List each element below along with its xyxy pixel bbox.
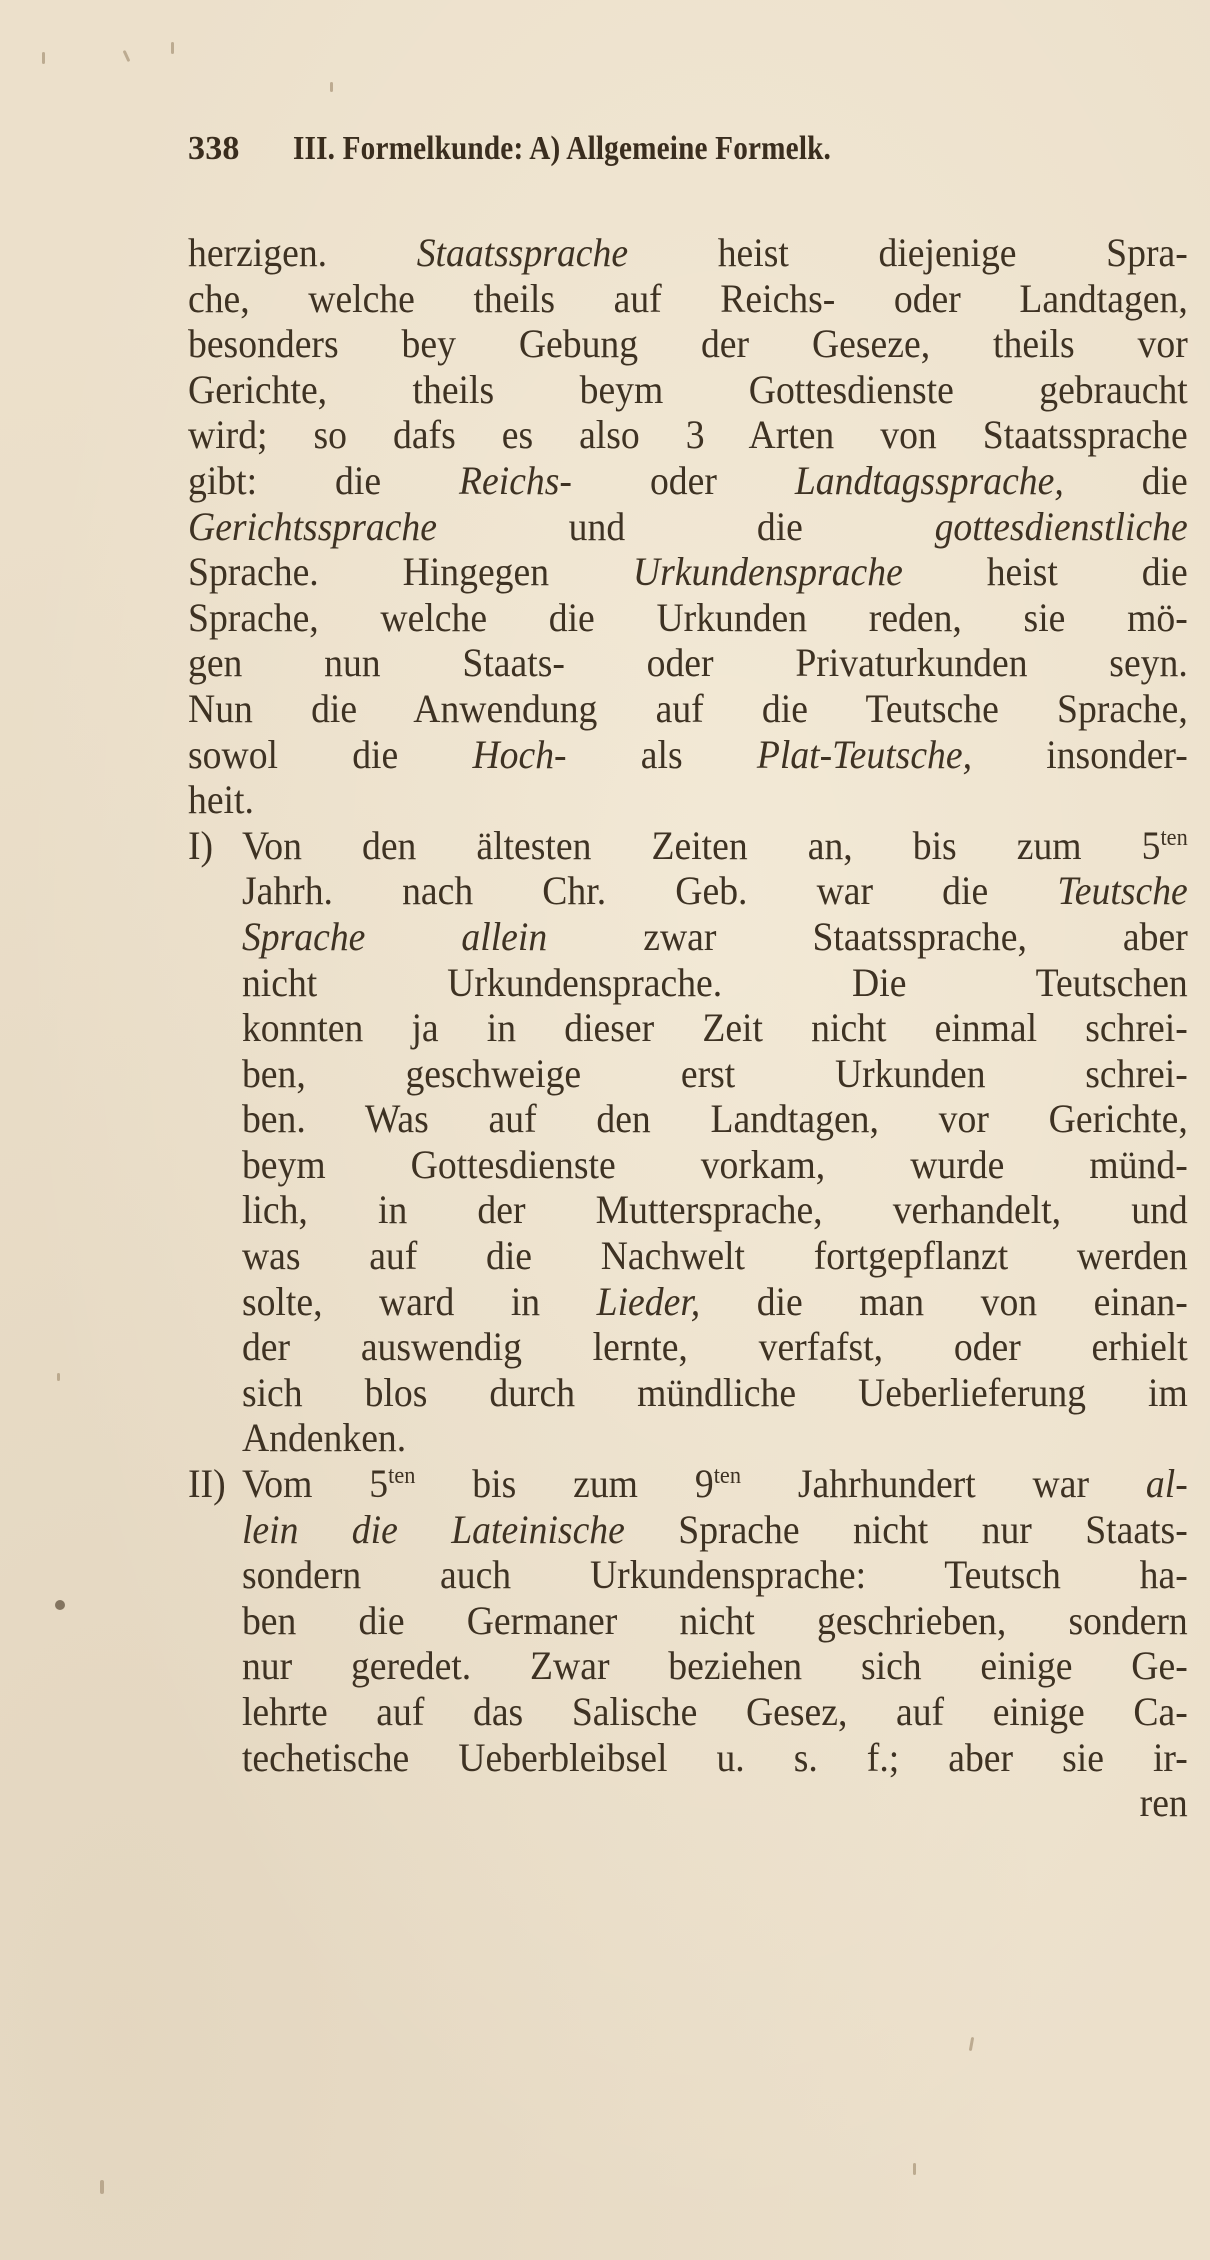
text-line <box>188 1507 1188 1553</box>
list-item-label: II) <box>188 1461 226 1507</box>
italic-term: Hoch- <box>472 731 567 777</box>
text-line <box>188 1370 1188 1416</box>
text-run: nicht Urkundensprache. Die Teutschen <box>241 959 1188 1005</box>
text-run: gibt: die <box>188 457 460 503</box>
text-run: insonder- <box>972 731 1188 777</box>
text-line <box>188 504 1188 550</box>
text-run: sich blos durch mündliche Ueberlieferung im <box>241 1369 1188 1415</box>
text-line <box>188 1187 1188 1233</box>
text-line <box>188 777 1188 823</box>
text-run: sondern auch Urkundensprache: Teutsch ha- <box>241 1552 1188 1598</box>
paper-speck <box>55 1600 65 1610</box>
text-run: lehrte auf das Salische Gesez, auf einige Ca- <box>241 1689 1188 1734</box>
italic-term: lein die Lateinische <box>241 1506 625 1552</box>
text-run: oder <box>571 457 795 503</box>
text-line <box>188 960 1188 1006</box>
body-text <box>188 230 1193 1826</box>
paragraph-intro <box>188 230 1193 823</box>
text-line <box>188 1689 1188 1735</box>
text-line <box>188 640 1188 686</box>
text-run: besonders bey Gebung der Geseze, theils vor <box>188 321 1188 367</box>
italic-term: Urkundensprache <box>632 549 903 595</box>
text-run: die man von einan- <box>700 1278 1188 1324</box>
text-line <box>188 1643 1188 1689</box>
text-line <box>188 1461 1188 1507</box>
text-run: ben. Was auf den Landtagen, vor Gerichte, <box>241 1096 1188 1142</box>
text-line <box>188 276 1188 322</box>
book-page <box>188 130 1193 1826</box>
text-run: Nun die Anwendung auf die Teutsche Sprache, <box>188 685 1188 731</box>
text-run: beym Gottesdienste vorkam, wurde münd- <box>241 1141 1188 1187</box>
paper-speck <box>57 1373 60 1381</box>
italic-term: Lieder, <box>596 1278 701 1324</box>
text-line <box>188 1324 1188 1370</box>
text-line <box>188 1279 1188 1325</box>
catchword: ren <box>1139 1780 1188 1826</box>
text-run: Sprache nicht nur Staats- <box>624 1506 1188 1552</box>
text-run: der auswendig lernte, verfafst, oder erhielt <box>241 1324 1188 1370</box>
text-line <box>188 367 1188 413</box>
text-run: heist die <box>902 549 1188 595</box>
superscript: ten <box>1160 824 1188 851</box>
text-line <box>188 1096 1188 1142</box>
text-run: wird; so dafs es also 3 Arten von Staatssprache <box>188 412 1188 458</box>
italic-term: Gerichtssprache <box>188 503 437 549</box>
paper-speck <box>969 2037 974 2051</box>
text-run: Jahrh. nach Chr. Geb. war die <box>241 868 1058 914</box>
text-line <box>188 1051 1188 1097</box>
text-run: Andenken. <box>241 1415 407 1461</box>
text-run: nur geredet. Zwar beziehen sich einige Ge- <box>241 1643 1188 1689</box>
text-line <box>188 686 1188 732</box>
italic-term: Reichs- <box>459 457 572 503</box>
superscript: ten <box>388 1463 416 1490</box>
text-run: herzigen. <box>188 230 417 275</box>
paper-speck <box>913 2163 916 2175</box>
text-line <box>188 823 1188 869</box>
text-run: was auf die Nachwelt fortgepflanzt werden <box>241 1233 1188 1279</box>
page-number: 338 <box>188 130 240 167</box>
list-item-2 <box>188 1461 1193 1780</box>
italic-term: Sprache allein <box>241 913 548 959</box>
paper-speck <box>171 42 174 54</box>
superscript: ten <box>713 1463 741 1490</box>
text-run: techetische Ueberbleibsel u. s. f.; aber sie ir- <box>241 1734 1188 1780</box>
text-line <box>188 412 1188 458</box>
text-line <box>188 321 1188 367</box>
text-run: und die <box>436 503 935 549</box>
italic-term: Teutsche <box>1057 868 1188 914</box>
text-run: lich, in der Muttersprache, verhandelt, und <box>241 1187 1188 1233</box>
text-run: Jahrhundert war <box>740 1461 1146 1507</box>
text-line <box>188 732 1188 778</box>
italic-term: Staatssprache <box>416 230 629 275</box>
text-line <box>188 1142 1188 1188</box>
text-run: ben, geschweige erst Urkunden schrei- <box>241 1050 1188 1096</box>
text-run: Sprache. Hingegen <box>188 549 633 595</box>
italic-term: Landtagssprache, <box>794 457 1064 503</box>
text-line <box>188 595 1188 641</box>
text-run: als <box>566 731 757 777</box>
text-run: heit. <box>188 777 254 823</box>
paper-speck <box>330 82 333 92</box>
text-run: die <box>1063 457 1188 503</box>
running-title: III. Formelkunde: A) Allgemeine Formelk. <box>293 130 832 167</box>
text-run: Gerichte, theils beym Gottesdienste gebraucht <box>188 366 1188 412</box>
text-line <box>188 230 1188 276</box>
paper-speck <box>100 2180 104 2194</box>
text-run: solte, ward in <box>241 1278 597 1324</box>
text-line <box>188 458 1188 504</box>
text-run: Vom 5 <box>241 1461 389 1507</box>
italic-term: al- <box>1145 1461 1188 1507</box>
text-run: sowol die <box>188 731 473 777</box>
italic-term: gottesdienstliche <box>934 503 1188 549</box>
text-run: konnten ja in dieser Zeit nicht einmal schrei- <box>241 1005 1188 1051</box>
text-run: ben die Germaner nicht geschrieben, sondern <box>241 1597 1188 1643</box>
text-run: gen nun Staats- oder Privaturkunden seyn. <box>188 640 1188 686</box>
text-line <box>188 1415 1188 1461</box>
text-line <box>188 914 1188 960</box>
text-run: heist diejenige Spra- <box>628 230 1188 275</box>
text-run: che, welche theils auf Reichs- oder Landtagen, <box>188 275 1188 321</box>
text-line <box>188 1005 1188 1051</box>
text-line <box>188 1598 1188 1644</box>
text-run: Sprache, welche die Urkunden reden, sie mö- <box>188 594 1188 640</box>
text-line <box>188 868 1188 914</box>
paper-speck <box>42 52 45 64</box>
running-header <box>188 130 1193 190</box>
italic-term: Plat-Teutsche, <box>756 731 973 777</box>
text-line <box>188 1233 1188 1279</box>
text-run: Von den ältesten Zeiten an, bis zum 5 <box>241 822 1161 868</box>
text-line <box>188 549 1188 595</box>
text-run: zwar Staatssprache, aber <box>547 913 1188 959</box>
paper-speck <box>123 50 131 62</box>
text-run: bis zum 9 <box>415 1461 714 1507</box>
list-item-label: I) <box>188 822 214 868</box>
text-line <box>188 1735 1188 1781</box>
list-item-1 <box>188 823 1193 1461</box>
text-line <box>188 1552 1188 1598</box>
